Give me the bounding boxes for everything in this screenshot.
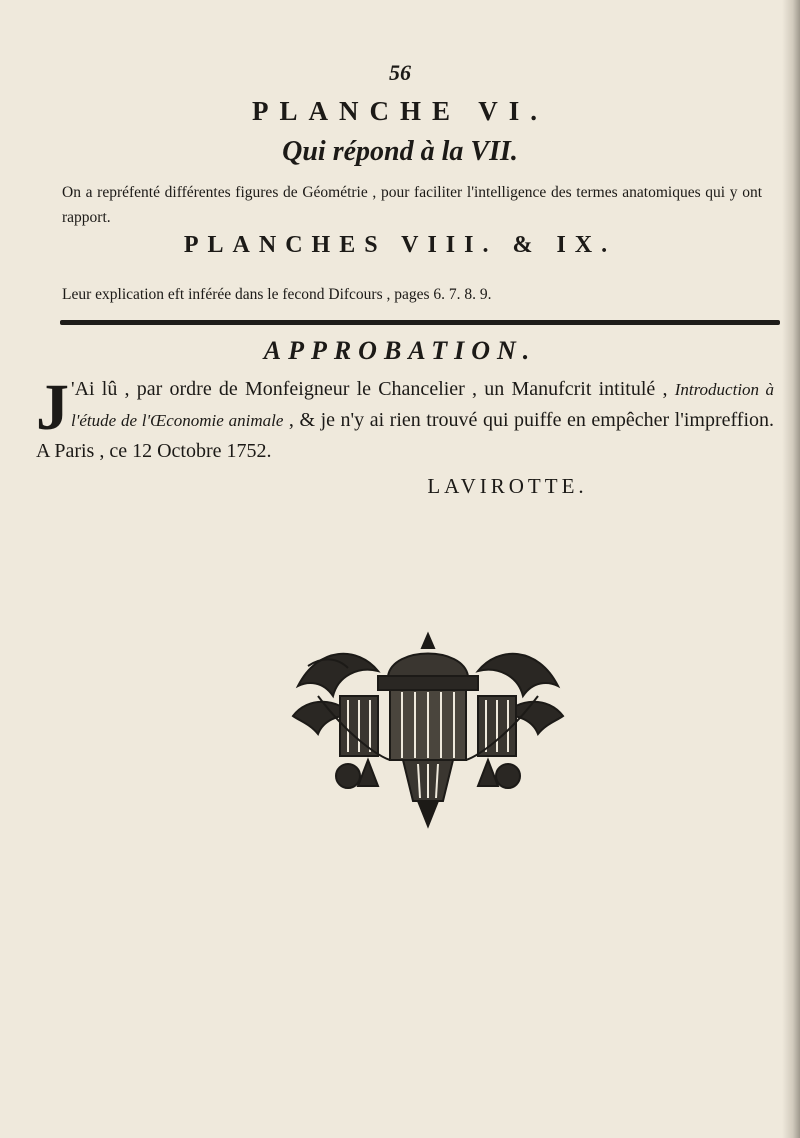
planche-vi-description: On a repréfenté différentes figures de Géométrie , pour faciliter l'intelligence des termes anatomiques qui y ont rapport.	[62, 184, 762, 226]
approbation-heading: APPROBATION.	[263, 336, 537, 365]
section-divider-rule	[60, 320, 780, 325]
planches-viii-ix-heading: PLANCHES VIII. & IX.	[183, 232, 617, 258]
approbation-signature: LAVIROTTE.	[427, 474, 588, 498]
page-spine-shadow	[782, 0, 800, 1138]
drop-cap-initial: J	[36, 371, 69, 444]
planches-viii-ix-description: Leur explication eft inférée dans le fecond Difcours , pages 6. 7. 8. 9.	[62, 286, 492, 303]
approbation-book-title: Introduction à l'étude de l'Œconomie animale	[71, 380, 774, 430]
printers-ornament-vignette	[278, 626, 578, 836]
planche-vi-heading: PLANCHE VI.	[251, 96, 549, 126]
page-number: 56	[389, 60, 411, 85]
approbation-text-part-2: , & je n'y ai rien trouvé qui puiffe en empêcher l'impreffion. A Paris , ce 12 Octobre 1752.	[36, 409, 775, 462]
approbation-body	[36, 371, 775, 466]
planche-vi-subheading: Qui répond à la VII.	[282, 136, 518, 167]
approbation-text-part-1: 'Ai lû , par ordre de Monfeigneur le Chancelier , un Manufcrit intitulé ,	[71, 378, 668, 400]
